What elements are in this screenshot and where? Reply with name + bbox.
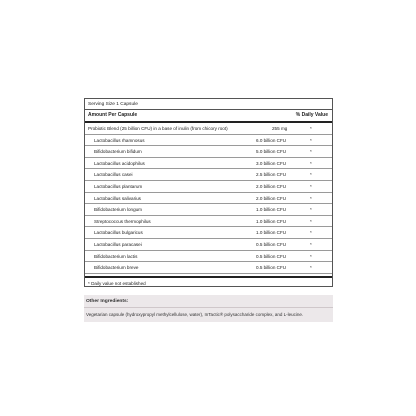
ingredient-name: Lactobacillus rhamnosus <box>94 137 145 143</box>
ingredient-daily-value: * <box>310 149 312 155</box>
probiotic-blend-row <box>85 123 332 135</box>
ingredient-rows <box>85 135 332 274</box>
ingredient-daily-value: * <box>310 265 312 271</box>
ingredient-row <box>85 262 332 274</box>
ingredient-name: Probiotic Blend (25 billion CFU) in a base of inulin (from chicory root) <box>88 126 228 131</box>
ingredient-amount: 2.0 billion CFU <box>256 195 287 201</box>
amount-per-capsule-label: Amount Per Capsule <box>88 112 138 118</box>
ingredient-name: Lactobacillus salivarius <box>94 195 141 201</box>
ingredient-name: Bifidobacterium longum <box>94 207 143 213</box>
ingredient-row <box>85 158 332 170</box>
ingredient-name: Lactobacillus casei <box>94 172 133 178</box>
daily-value-label: % Daily Value <box>295 112 328 118</box>
ingredient-name: Lactobacillus paracasei <box>94 241 142 247</box>
ingredient-daily-value: * <box>310 160 312 166</box>
ingredient-name: Lactobacillus plantarum <box>94 183 143 189</box>
ingredient-amount: 0.5 billion CFU <box>256 253 287 259</box>
ingredient-row <box>85 146 332 158</box>
ingredient-row <box>85 204 332 216</box>
ingredient-amount: 5.0 billion CFU <box>256 149 287 155</box>
ingredient-row <box>85 135 332 147</box>
ingredient-amount: 1.0 billion CFU <box>256 207 287 213</box>
ingredient-daily-value: * <box>310 195 312 201</box>
ingredient-row <box>85 193 332 205</box>
facts-header <box>85 110 332 123</box>
ingredient-amount: 255 mg <box>272 126 288 131</box>
ingredient-row <box>85 216 332 228</box>
ingredient-daily-value: * <box>310 207 312 213</box>
ingredient-amount: 3.0 billion CFU <box>256 160 287 166</box>
ingredient-name: Bifidobacterium breve <box>94 265 139 271</box>
other-ingredients-text: Vegetarian capsule (hydroxypropyl methylcellulose, water), InTactic® polysaccharide complex, and L-leucine. <box>86 312 304 317</box>
ingredient-name: Bifidobacterium bifidum <box>94 149 142 155</box>
ingredient-amount: 0.5 billion CFU <box>256 265 287 271</box>
ingredient-name: Lactobacillus acidophilus <box>94 160 145 166</box>
other-ingredients-title: Other Ingredients: <box>86 299 129 304</box>
ingredient-row <box>85 181 332 193</box>
other-ingredients-panel <box>84 295 333 322</box>
ingredient-amount: 1.0 billion CFU <box>256 218 287 224</box>
ingredient-amount: 1.0 billion CFU <box>256 230 287 236</box>
serving-size: Serving Size 1 Capsule <box>85 99 332 110</box>
ingredient-name: Streptococcus thermophilus <box>94 218 151 224</box>
ingredient-daily-value: * <box>310 218 312 224</box>
ingredient-amount: 0.5 billion CFU <box>256 241 287 247</box>
ingredient-daily-value: * <box>310 241 312 247</box>
ingredient-daily-value: * <box>310 172 312 178</box>
ingredient-row <box>85 169 332 181</box>
ingredient-amount: 2.5 billion CFU <box>256 172 287 178</box>
ingredient-row <box>85 251 332 263</box>
ingredient-row <box>85 227 332 239</box>
ingredient-daily-value: * <box>310 126 312 131</box>
footnote: * Daily value not established <box>85 276 332 287</box>
ingredient-name: Lactobacillus bulgaricus <box>94 230 143 236</box>
ingredient-daily-value: * <box>310 253 312 259</box>
ingredient-amount: 2.0 billion CFU <box>256 183 287 189</box>
ingredient-daily-value: * <box>310 137 312 143</box>
divider <box>84 307 333 308</box>
supplement-facts-panel <box>84 98 333 287</box>
ingredient-name: Bifidobacterium lactis <box>94 253 138 259</box>
ingredient-daily-value: * <box>310 230 312 236</box>
ingredient-daily-value: * <box>310 183 312 189</box>
ingredient-row <box>85 239 332 251</box>
ingredient-amount: 6.0 billion CFU <box>256 137 287 143</box>
